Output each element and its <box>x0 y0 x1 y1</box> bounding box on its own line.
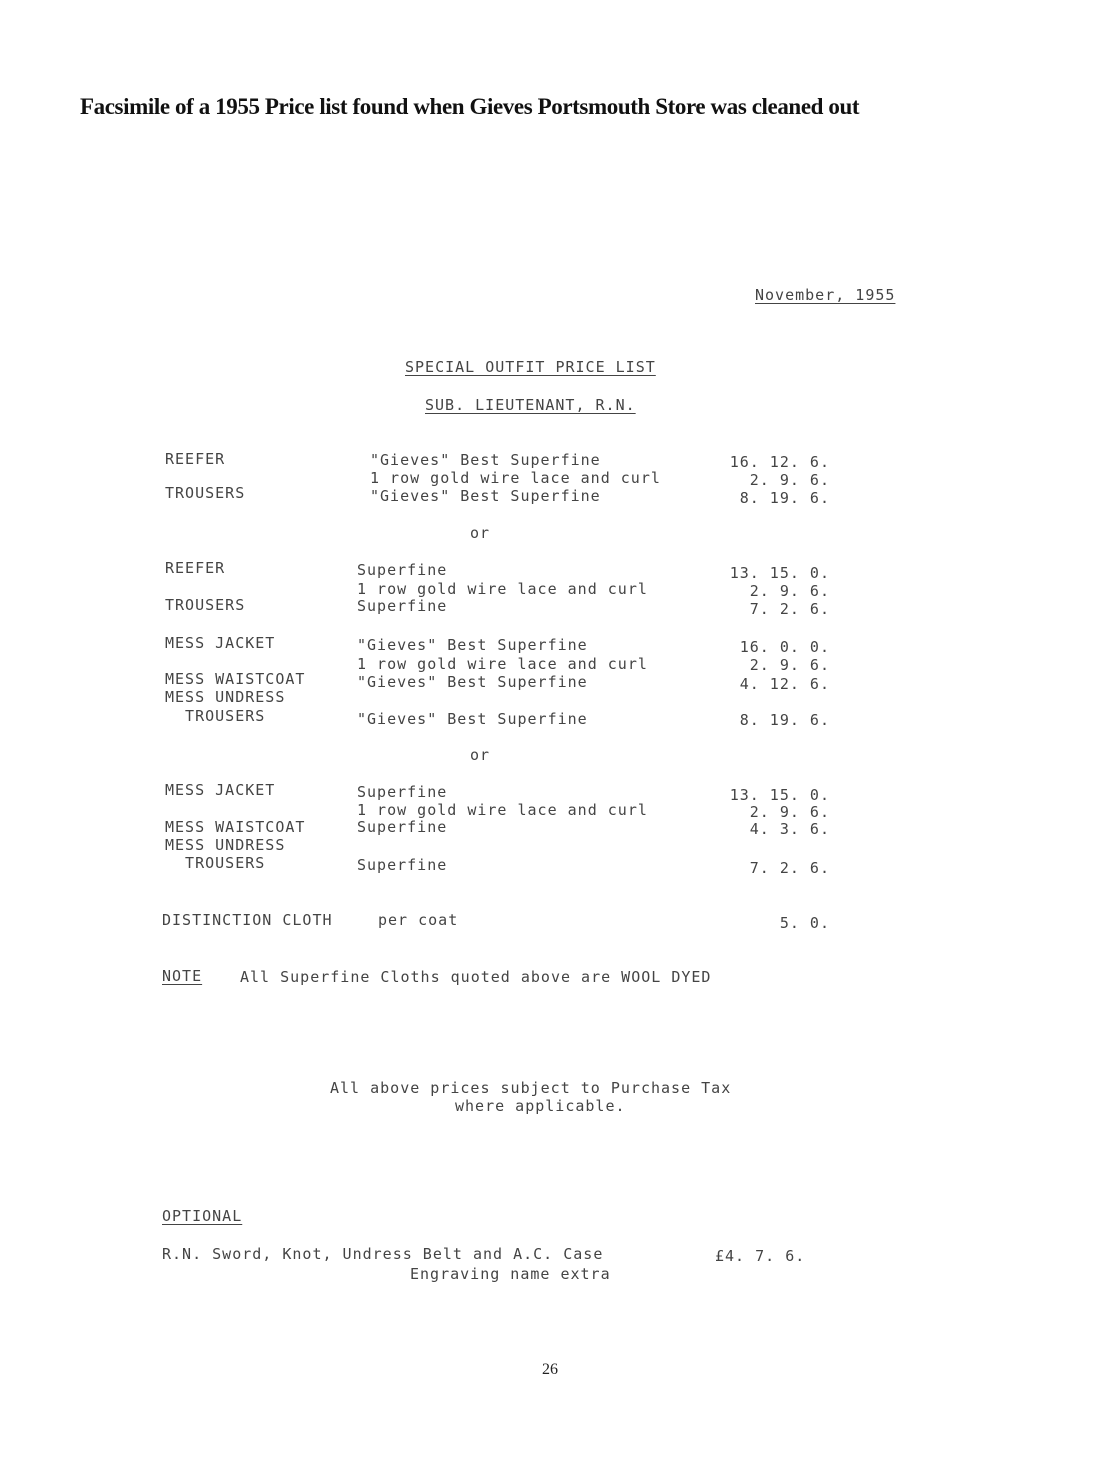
tax-line: where applicable. <box>455 1097 626 1115</box>
distinction-label: DISTINCTION CLOTH <box>162 911 333 929</box>
date: November, 1955 <box>755 286 896 304</box>
item-name: MESS WAISTCOAT <box>165 670 306 688</box>
note-label: NOTE <box>162 967 203 985</box>
item-price: 2. 9. 6. <box>749 803 830 821</box>
item-description: 1 row gold wire lace and curl <box>357 580 648 598</box>
item-description: 1 row gold wire lace and curl <box>370 469 661 487</box>
optional-price: £4. 7. 6. <box>715 1247 806 1265</box>
item-price: 2. 9. 6. <box>749 582 830 600</box>
page-number: 26 <box>542 1361 558 1378</box>
note-text: All Superfine Cloths quoted above are WOOL DYED <box>240 968 712 986</box>
page-heading: Facsimile of a 1955 Price list found when Gieves Portsmouth Store was cleaned out <box>80 94 860 119</box>
item-price: 13. 15. 0. <box>729 786 830 804</box>
item-name: TROUSERS <box>165 854 266 872</box>
item-name: MESS UNDRESS <box>165 836 286 854</box>
distinction-price: 5. 0. <box>779 914 830 932</box>
item-price: 8. 19. 6. <box>739 489 830 507</box>
item-description: "Gieves" Best Superfine <box>357 710 588 728</box>
item-price: 16. 0. 0. <box>739 638 830 656</box>
item-name: MESS JACKET <box>165 634 276 652</box>
item-price: 13. 15. 0. <box>729 564 830 582</box>
item-description: "Gieves" Best Superfine <box>357 673 588 691</box>
item-name: TROUSERS <box>165 707 266 725</box>
tax-line: All above prices subject to Purchase Tax <box>330 1079 732 1097</box>
item-description: 1 row gold wire lace and curl <box>357 801 648 819</box>
item-price: 7. 2. 6. <box>749 859 830 877</box>
item-name: TROUSERS <box>165 596 246 614</box>
optional-item: R.N. Sword, Knot, Undress Belt and A.C. Case <box>162 1245 604 1263</box>
item-name: REEFER <box>165 450 226 468</box>
item-name: REEFER <box>165 559 226 577</box>
item-price: 2. 9. 6. <box>749 471 830 489</box>
item-price: 8. 19. 6. <box>739 711 830 729</box>
price-list-subtitle: SUB. LIEUTENANT, R.N. <box>425 396 636 414</box>
optional-label: OPTIONAL <box>162 1207 243 1225</box>
item-name: MESS WAISTCOAT <box>165 818 306 836</box>
or-separator: or <box>470 746 491 764</box>
item-description: "Gieves" Best Superfine <box>370 451 601 469</box>
item-description: "Gieves" Best Superfine <box>370 487 601 505</box>
item-price: 16. 12. 6. <box>729 453 830 471</box>
item-price: 7. 2. 6. <box>749 600 830 618</box>
distinction-description: per coat <box>378 911 459 929</box>
price-list-title: SPECIAL OUTFIT PRICE LIST <box>405 358 656 376</box>
item-description: Superfine <box>357 856 448 874</box>
item-description: 1 row gold wire lace and curl <box>357 655 648 673</box>
item-name: MESS UNDRESS <box>165 688 286 706</box>
item-price: 4. 3. 6. <box>749 820 830 838</box>
item-price: 2. 9. 6. <box>749 656 830 674</box>
item-description: Superfine <box>357 597 448 615</box>
item-price: 4. 12. 6. <box>739 675 830 693</box>
item-description: "Gieves" Best Superfine <box>357 636 588 654</box>
or-separator: or <box>470 524 491 542</box>
optional-subnote: Engraving name extra <box>410 1265 611 1283</box>
item-name: MESS JACKET <box>165 781 276 799</box>
item-description: Superfine <box>357 561 448 579</box>
item-description: Superfine <box>357 783 448 801</box>
item-name: TROUSERS <box>165 484 246 502</box>
item-description: Superfine <box>357 818 448 836</box>
